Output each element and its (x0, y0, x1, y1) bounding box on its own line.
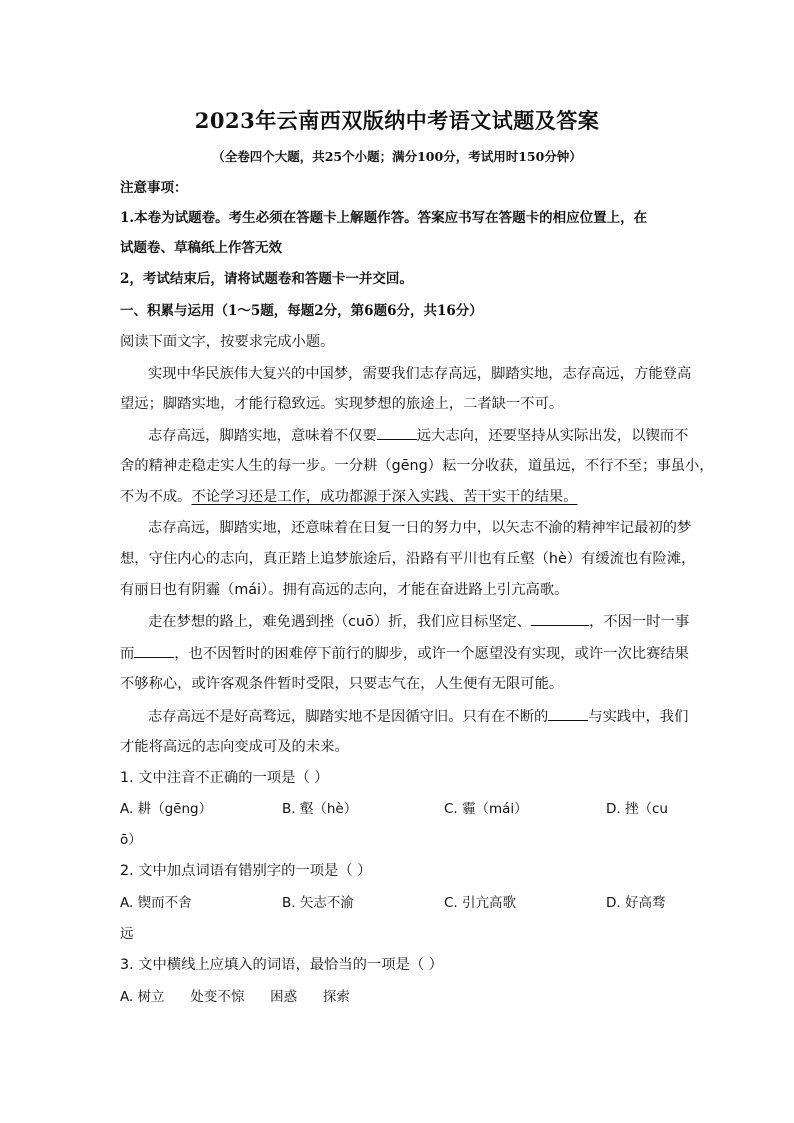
fill-blank-2 (531, 611, 589, 626)
q1-option-d-wrap: ō） (120, 832, 142, 848)
question-1: 1. 文中注音不正确的一项是（ ） (120, 770, 329, 786)
passage-text: 志存高远，脚踏实地，意味着不仅要 (148, 428, 377, 444)
q2-option-d-wrap: 远 (120, 926, 134, 942)
q1-option-b: B. 壑（hè） (282, 801, 358, 817)
section-1-intro: 阅读下面文字，按要求完成小题。 (120, 334, 335, 350)
passage-p2-line2: 舍的精神走稳走实人生的每一步。一分耕（gēng）耘一分收获，道虽远，不行不至；事虽小， (120, 458, 714, 474)
q2-option-d: D. 好高骛 (606, 895, 666, 911)
passage-p1-line1: 实现中华民族伟大复兴的中国梦，需要我们志存高远，脚踏实地，志存高远，方能登高 (148, 366, 692, 382)
underlined-sentence: 不论学习还是工作，成功都源于深入实践、苦干实干的结果。 (191, 489, 578, 505)
notice-heading: 注意事项： (120, 180, 188, 196)
q1-option-a: A. 耕（gēng） (120, 801, 213, 817)
passage-p3-line3: 有丽日也有阴霾（mái）。拥有高远的志向，才能在奋进路上引亢高歌。 (120, 582, 569, 598)
passage-p4-line2 (120, 643, 689, 664)
passage-p3-line1: 志存高远，脚踏实地，还意味着在日复一日的努力中，以矢志不渝的精神牢记最初的梦 (148, 520, 692, 536)
fill-blank-1 (377, 425, 417, 440)
q2-option-c: C. 引亢高歌 (444, 895, 517, 911)
passage-text: 与实践中，我们 (588, 709, 689, 725)
q2-option-a: A. 锲而不舍 (120, 895, 192, 911)
passage-p5-line2: 才能将高远的志向变成可及的未来。 (120, 739, 349, 755)
passage-p2-line3 (120, 487, 676, 507)
q3-option-a: A. 树立 处变不惊 困惑 探索 (120, 989, 350, 1005)
passage-p4-line1 (148, 611, 704, 632)
passage-text: ，也不因暂时的困难停下前行的脚步，或许一个愿望没有实现，或许一次比赛结果 (174, 646, 689, 662)
passage-text: 而 (120, 646, 135, 662)
notice-item-1-cont: 试题卷、草稿纸上作答无效 (120, 240, 282, 256)
passage-text: 志存高远不是好高骛远，脚踏实地不是因循守旧。只有在不断的 (148, 709, 549, 725)
passage-text: 走在梦想的路上，难免遇到挫（cuō）折，我们应目标坚定、 (148, 614, 532, 630)
passage-p1-line2: 望远；脚踏实地，才能行稳致远。实现梦想的旅途上，二者缺一不可。 (120, 396, 564, 412)
q1-option-c: C. 霾（mái） (444, 801, 528, 817)
passage-p3-line2: 想，守住内心的志向，真正踏上追梦旅途后，沿路有平川也有丘壑（hè）有缓流也有险滩， (120, 551, 696, 567)
passage-text: 不为不成。 (120, 489, 192, 505)
passage-p5-line1 (148, 706, 704, 727)
section-1-heading: 一、积累与运用（1～5题，每题2分，第6题6分，共16分） (120, 303, 483, 319)
q1-option-d: D. 挫（cu (606, 801, 668, 817)
question-3: 3. 文中横线上应填入的词语，最恰当的一项是（ ） (120, 957, 443, 973)
fill-blank-4 (548, 706, 588, 721)
exam-subtitle: （全卷四个大题，共25个小题；满分100分，考试用时150分钟） (212, 149, 582, 164)
notice-item-2: 2，考试结束后，请将试题卷和答题卡一并交回。 (120, 271, 413, 287)
fill-blank-3 (134, 643, 174, 658)
page-title: 2023年云南西双版纳中考语文试题及答案 (194, 108, 600, 133)
notice-item-1: 1.本卷为试题卷。考生必须在答题卡上解题作答。答案应书写在答题卡的相应位置上，在 (120, 210, 648, 226)
passage-p4-line3: 不够称心，或许客观条件暂时受限，只要志气在，人生便有无限可能。 (120, 676, 564, 692)
passage-p2-line1 (148, 425, 704, 446)
passage-text: 远大志向，还要坚持从实际出发，以锲而不 (416, 428, 689, 444)
passage-text: ，不因一时一事 (589, 614, 690, 630)
q2-option-b: B. 矢志不渝 (282, 895, 354, 911)
question-2: 2. 文中加点词语有错别字的一项是（ ） (120, 863, 372, 879)
